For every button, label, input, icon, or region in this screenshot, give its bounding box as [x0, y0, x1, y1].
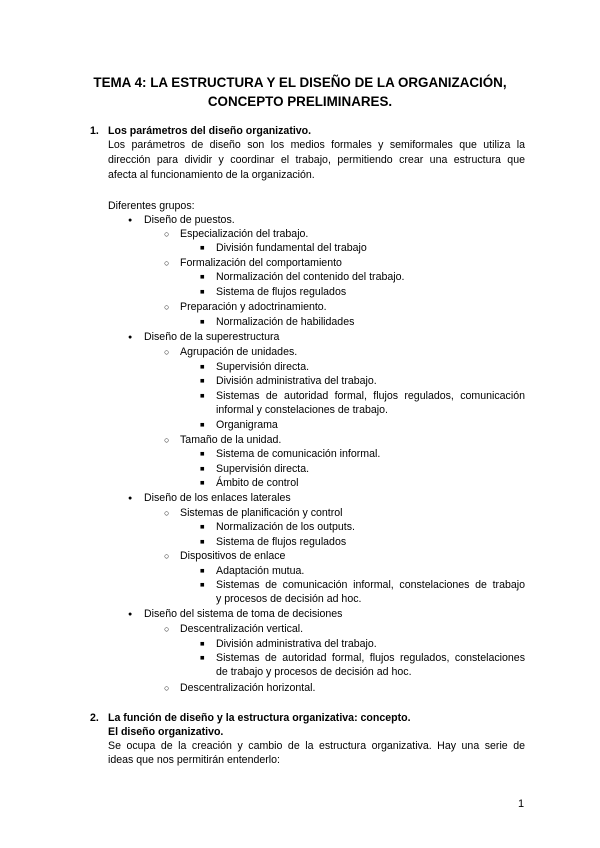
- list-item-continuation: de trabajo y procesos de decisión ad hoc.: [216, 666, 412, 678]
- bullet-circle-icon: [164, 506, 169, 521]
- bullet-circle-icon: [164, 549, 169, 564]
- group-label: Diseño de puestos.: [144, 214, 235, 226]
- list-item: División administrativa del trabajo.: [216, 638, 377, 650]
- bullet-circle-icon: [164, 345, 169, 360]
- section-1-paragraph-line: afecta al funcionamiento de la organización.: [108, 169, 315, 181]
- subgroup-label: Tamaño de la unidad.: [180, 434, 282, 446]
- list-item: Sistema de comunicación informal.: [216, 448, 381, 460]
- bullet-square-icon: [200, 578, 205, 592]
- list-item-continuation: y procesos de decisión ad hoc.: [216, 593, 362, 605]
- bullet-circle-icon: [164, 300, 169, 315]
- list-item: Normalización de los outputs.: [216, 521, 355, 533]
- bullet-circle-icon: [164, 256, 169, 271]
- list-item-continuation: informal y constelaciones de trabajo.: [216, 404, 388, 416]
- subgroup-label: Agrupación de unidades.: [180, 346, 298, 358]
- bullet-square-icon: [200, 476, 205, 490]
- bullet-square-icon: [200, 535, 205, 549]
- list-item: Ámbito de control: [216, 477, 299, 489]
- bullet-square-icon: [200, 374, 205, 388]
- subgroup-label: Sistemas de planificación y control: [180, 507, 343, 519]
- list-item: Sistema de flujos regulados: [216, 286, 347, 298]
- groups-label: Diferentes grupos:: [108, 200, 195, 212]
- list-item: División administrativa del trabajo.: [216, 375, 377, 387]
- bullet-square-icon: [200, 520, 205, 534]
- subgroup-label: Especialización del trabajo.: [180, 228, 309, 240]
- bullet-square-icon: [200, 418, 205, 432]
- section-2-heading: La función de diseño y la estructura organizativa: concepto.: [108, 712, 411, 724]
- bullet-dot-icon: [128, 607, 132, 622]
- list-item: Normalización del contenido del trabajo.: [216, 271, 405, 283]
- section-1-paragraph-line: Los parámetros de diseño son los medios formales y semiformales que utiliza la: [108, 139, 525, 151]
- section-1-heading: Los parámetros del diseño organizativo.: [108, 125, 312, 137]
- list-item: Supervisión directa.: [216, 463, 310, 475]
- group-label: Diseño de la superestructura: [144, 331, 280, 343]
- section-2-paragraph-line: Se ocupa de la creación y cambio de la estructura organizativa. Hay una serie de: [108, 740, 525, 752]
- list-item: Adaptación mutua.: [216, 565, 305, 577]
- bullet-square-icon: [200, 315, 205, 329]
- bullet-dot-icon: [128, 491, 132, 506]
- bullet-square-icon: [200, 360, 205, 374]
- section-2-subheading: El diseño organizativo.: [108, 726, 224, 738]
- bullet-dot-icon: [128, 330, 132, 345]
- subgroup-label: Preparación y adoctrinamiento.: [180, 301, 327, 313]
- bullet-square-icon: [200, 447, 205, 461]
- list-item: Sistemas de autoridad formal, flujos regulados, comunicación: [216, 390, 525, 402]
- bullet-circle-icon: [164, 227, 169, 242]
- bullet-circle-icon: [164, 433, 169, 448]
- subgroup-label: Dispositivos de enlace: [180, 550, 286, 562]
- section-1-paragraph-line: dirección para dividir y coordinar el trabajo, permitiendo crear una estructura que: [108, 154, 525, 166]
- subgroup-label: Descentralización vertical.: [180, 623, 304, 635]
- bullet-square-icon: [200, 564, 205, 578]
- section-2-paragraph-line: ideas que nos permitirán entenderlo:: [108, 754, 280, 766]
- list-item: Sistemas de comunicación informal, constelaciones de trabajo: [216, 579, 525, 591]
- group-label: Diseño de los enlaces laterales: [144, 492, 291, 504]
- section-1-number: 1.: [90, 125, 99, 137]
- title-line-1: TEMA 4: LA ESTRUCTURA Y EL DISEÑO DE LA ORGANIZACIÓN,: [93, 75, 507, 90]
- list-item: Sistema de flujos regulados: [216, 536, 347, 548]
- title-line-2: CONCEPTO PRELIMINARES.: [207, 94, 393, 109]
- bullet-square-icon: [200, 462, 205, 476]
- page-number: 1: [518, 798, 525, 810]
- bullet-square-icon: [200, 651, 205, 665]
- bullet-circle-icon: [164, 622, 169, 637]
- list-item: Supervisión directa.: [216, 361, 310, 373]
- section-2-number: 2.: [90, 712, 99, 724]
- subgroup-label: Formalización del comportamiento: [180, 257, 342, 269]
- bullet-square-icon: [200, 241, 205, 255]
- bullet-square-icon: [200, 285, 205, 299]
- bullet-square-icon: [200, 637, 205, 651]
- list-item: Normalización de habilidades: [216, 316, 355, 328]
- group-label: Diseño del sistema de toma de decisiones: [144, 608, 343, 620]
- bullet-square-icon: [200, 389, 205, 403]
- subgroup-label: Descentralización horizontal.: [180, 682, 316, 694]
- list-item: Sistemas de autoridad formal, flujos regulados, constelaciones: [216, 652, 525, 664]
- bullet-dot-icon: [128, 213, 132, 228]
- bullet-circle-icon: [164, 681, 169, 696]
- bullet-square-icon: [200, 270, 205, 284]
- list-item: Organigrama: [216, 419, 278, 431]
- list-item: División fundamental del trabajo: [216, 242, 367, 254]
